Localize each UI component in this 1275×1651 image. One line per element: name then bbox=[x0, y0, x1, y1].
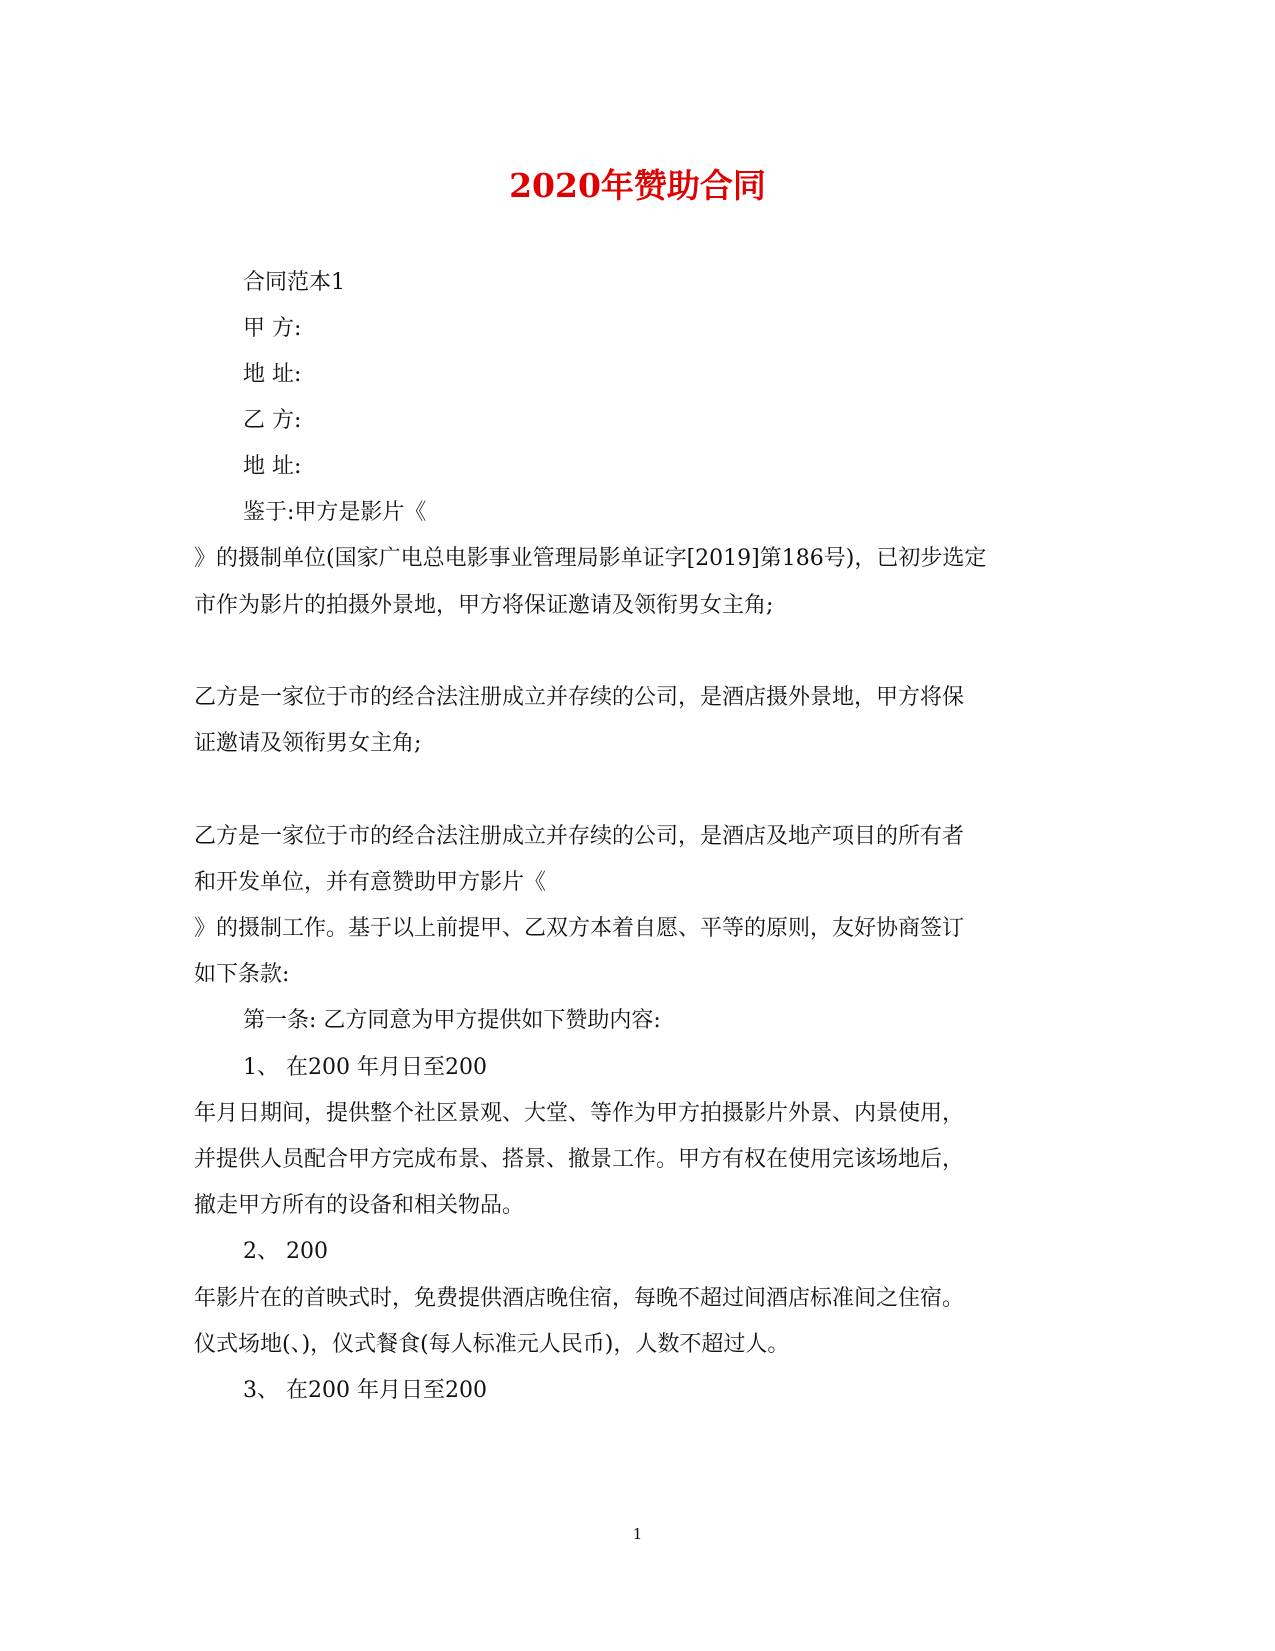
paragraph-line: 仪式场地(、)，仪式餐食(每人标准元人民币)，人数不超过人。 bbox=[194, 1332, 790, 1357]
paragraph-line: 撤走甲方所有的设备和相关物品。 bbox=[194, 1193, 525, 1218]
clause-3: 3、 在200 年月日至200 bbox=[243, 1378, 487, 1403]
paragraph-line: 年月日期间，提供整个社区景观、大堂、等作为甲方拍摄影片外景、内景使用， bbox=[194, 1101, 965, 1126]
page-number: 1 bbox=[632, 1525, 643, 1543]
paragraph-line: 并提供人员配合甲方完成布景、搭景、撤景工作。甲方有权在使用完该场地后， bbox=[194, 1147, 965, 1172]
document-title: 2020年赞助合同 bbox=[509, 166, 766, 205]
clause-1: 1、 在200 年月日至200 bbox=[243, 1055, 487, 1080]
paragraph-line: 》的摄制工作。基于以上前提甲、乙双方本着自愿、平等的原则，友好协商签订 bbox=[194, 916, 965, 941]
paragraph-line: 和开发单位，并有意赞助甲方影片《 bbox=[194, 870, 547, 895]
paragraph-line: 市作为影片的拍摄外景地，甲方将保证邀请及领衔男女主角; bbox=[194, 593, 774, 618]
party-b-label: 乙 方: bbox=[243, 408, 302, 433]
clause-2: 2、 200 bbox=[243, 1239, 328, 1264]
party-b-address: 地 址: bbox=[243, 454, 302, 479]
paragraph-line: 如下条款: bbox=[194, 962, 290, 987]
article-one-heading: 第一条: 乙方同意为甲方提供如下赞助内容: bbox=[243, 1008, 661, 1033]
paragraph-line: 年影片在的首映式时，免费提供酒店晚住宿，每晚不超过间酒店标准间之住宿。 bbox=[194, 1286, 965, 1311]
paragraph-line: 证邀请及领衔男女主角; bbox=[194, 731, 422, 756]
recital-intro: 鉴于:甲方是影片《 bbox=[243, 500, 427, 525]
paragraph-line: 乙方是一家位于市的经合法注册成立并存续的公司，是酒店及地产项目的所有者 bbox=[194, 824, 965, 849]
party-a-address: 地 址: bbox=[243, 362, 302, 387]
paragraph-line: 乙方是一家位于市的经合法注册成立并存续的公司，是酒店摄外景地，甲方将保 bbox=[194, 685, 965, 710]
sample-label: 合同范本1 bbox=[243, 270, 345, 295]
party-a-label: 甲 方: bbox=[243, 316, 302, 341]
paragraph-line: 》的摄制单位(国家广电总电影事业管理局影单证字[2019]第186号)，已初步选定 bbox=[194, 546, 987, 571]
